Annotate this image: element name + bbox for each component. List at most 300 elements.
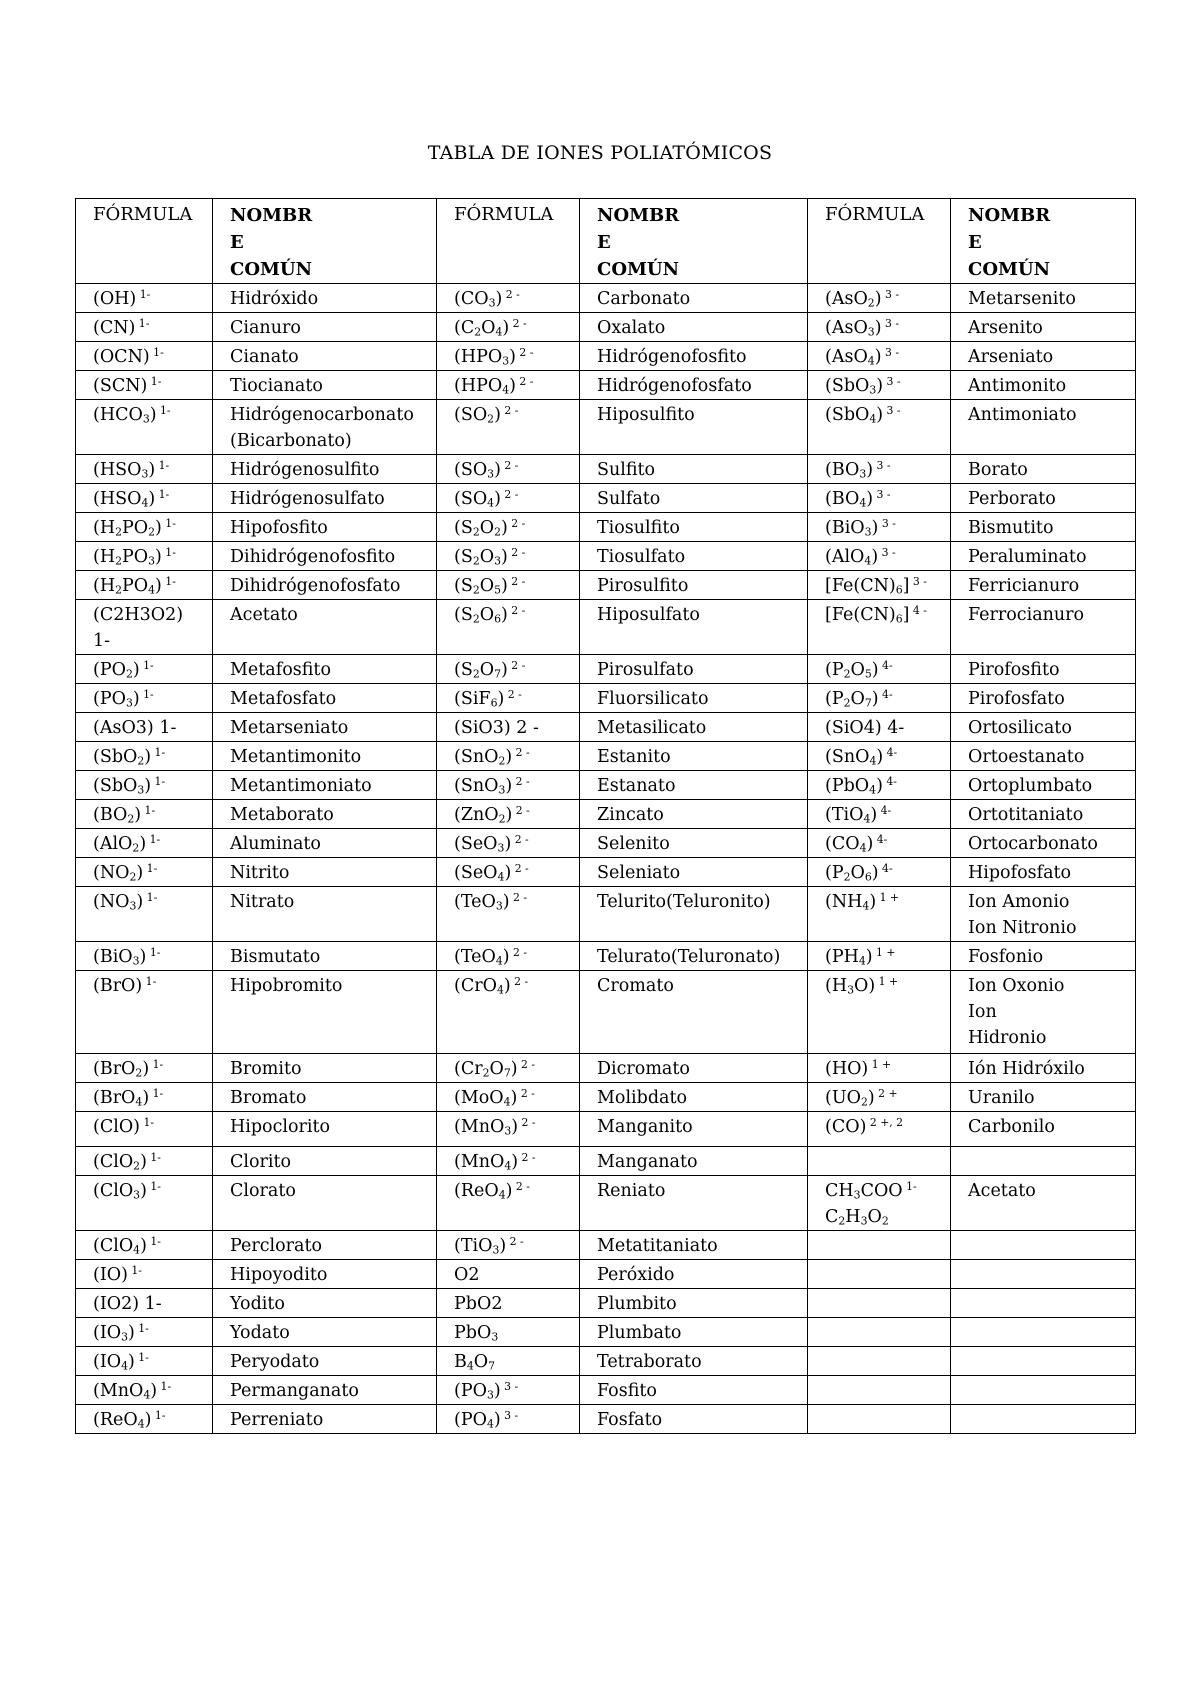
formula-cell: (HO) $^{1 +}$ — [808, 1054, 951, 1083]
table-row — [76, 1054, 1136, 1083]
formula-cell: (BiO$_3$) $^{3 -}$ — [808, 513, 951, 542]
formula-cell — [808, 1260, 951, 1289]
formula-cell: $(P_2O_6)$ $^{4-}$ — [808, 858, 951, 887]
table-row — [76, 513, 1136, 542]
table-header-row — [76, 199, 1136, 284]
formula-cell: (CN) $^{1-}$ — [76, 313, 213, 342]
name-line: Tetraborato — [597, 1352, 702, 1372]
name-cell — [213, 284, 437, 313]
table-row — [76, 484, 1136, 513]
name-line: Molibdato — [597, 1088, 688, 1108]
name-line: Metasilicato — [597, 718, 707, 738]
name-cell — [213, 1318, 437, 1347]
formula-cell: (SbO$_4$) $^{3 -}$ — [808, 400, 951, 455]
name-cell — [580, 887, 808, 942]
name-line: Pirosulfato — [597, 660, 694, 680]
name-cell — [580, 1260, 808, 1289]
name-line: Metafosfito — [230, 660, 331, 680]
name-line: Plumbito — [597, 1294, 677, 1314]
name-cell — [213, 684, 437, 713]
name-line: Hipoclorito — [230, 1117, 331, 1137]
formula-cell: $(BO_3)$ $^{3 -}$ — [808, 455, 951, 484]
table-row — [76, 342, 1136, 371]
formula-cell: (AlO$_4$) $^{3 -}$ — [808, 542, 951, 571]
name-line: Selenito — [597, 834, 670, 854]
formula-cell: (SnO$_4$) $^{4-}$ — [808, 742, 951, 771]
formula-cell — [808, 1289, 951, 1318]
name-line: Hipofosfato — [968, 863, 1072, 883]
formula-cell: (SeO$_3$) $^{2 -}$ — [437, 829, 580, 858]
name-line: Sulfato — [597, 489, 661, 509]
name-line: Hidrógenosulfato — [230, 489, 385, 509]
name-cell — [213, 513, 437, 542]
name-cell — [951, 713, 1136, 742]
name-cell — [951, 742, 1136, 771]
page-title: TABLA DE IONES POLIATÓMICOS — [427, 142, 773, 164]
formula-cell: $(NO_3)$ $^{1-}$ — [76, 887, 213, 942]
formula-cell: (ClO) $^{1-}$ — [76, 1112, 213, 1147]
name-cell — [213, 400, 437, 455]
formula-cell: PbO$_3$ — [437, 1318, 580, 1347]
formula-cell: $(NH_4)$ $^{1 +}$ — [808, 887, 951, 942]
name-line: Hiposulfito — [597, 405, 695, 425]
formula-cell: (SnO$_2$) $^{2 -}$ — [437, 742, 580, 771]
formula-cell: $(H_2PO_4)$ $^{1-}$ — [76, 571, 213, 600]
formula-cell: (TeO$_4$) $^{2 -}$ — [437, 942, 580, 971]
table-row — [76, 971, 1136, 1054]
formula-cell: (C2H3O2) 1- — [76, 600, 213, 655]
name-cell — [951, 1147, 1136, 1176]
table-row — [76, 455, 1136, 484]
name-line: Peróxido — [597, 1265, 675, 1285]
name-line: Bromito — [230, 1059, 302, 1079]
name-cell — [580, 1147, 808, 1176]
formula-cell: $CH_3COO$ $^{1-}$ $C_2H_3O_2$ — [808, 1176, 951, 1231]
name-line: Hidróxido — [230, 289, 319, 309]
formula-cell: (MnO$_4$) $^{1-}$ — [76, 1376, 213, 1405]
formula-cell: (SnO$_3$) $^{2 -}$ — [437, 771, 580, 800]
name-cell — [213, 771, 437, 800]
formula-cell: $(IO_4)$ $^{1-}$ — [76, 1347, 213, 1376]
formula-cell: $(HPO_3)$ $^{2 -}$ — [437, 342, 580, 371]
header-formula-3: FÓRMULA — [808, 199, 951, 284]
name-cell — [213, 371, 437, 400]
name-line: Dihidrógenofosfito — [230, 547, 396, 567]
name-line: Hiposulfato — [597, 605, 700, 625]
table-row — [76, 371, 1136, 400]
formula-cell: (ZnO$_2$) $^{2 -}$ — [437, 800, 580, 829]
table-row — [76, 684, 1136, 713]
header-name-3: NOMBR E COMÚN — [951, 199, 1136, 284]
name-cell — [580, 1376, 808, 1405]
name-line: Perclorato — [230, 1236, 323, 1256]
name-cell — [213, 713, 437, 742]
name-cell — [951, 371, 1136, 400]
table-row — [76, 887, 1136, 942]
name-cell — [213, 1231, 437, 1260]
name-line: Ferricianuro — [968, 576, 1080, 596]
name-line: Peraluminato — [968, 547, 1087, 567]
name-line: Ion Oxonio — [968, 976, 1065, 996]
formula-cell: (OH) $^{1-}$ — [76, 284, 213, 313]
name-cell — [580, 313, 808, 342]
name-cell — [213, 800, 437, 829]
name-line: Ortoestanato — [968, 747, 1085, 767]
formula-cell: (SbO$_2$) $^{1-}$ — [76, 742, 213, 771]
formula-cell: (PbO$_4$) $^{4-}$ — [808, 771, 951, 800]
name-line: Carbonilo — [968, 1117, 1055, 1137]
formula-cell — [808, 1405, 951, 1434]
name-line: Arsenito — [968, 318, 1043, 338]
table-row — [76, 1289, 1136, 1318]
formula-cell: (SiO3) 2 - — [437, 713, 580, 742]
name-cell — [951, 455, 1136, 484]
name-cell — [213, 1176, 437, 1231]
formula-cell: (ClO$_4$) $^{1-}$ — [76, 1231, 213, 1260]
name-line: Metarseniato — [230, 718, 349, 738]
name-line: Fosfato — [597, 1410, 663, 1430]
name-line: Tiocianato — [230, 376, 323, 396]
header-formula-2: FÓRMULA — [437, 199, 580, 284]
ions-table-body — [76, 199, 1136, 1434]
name-cell — [951, 1318, 1136, 1347]
name-line: Pirofosfato — [968, 689, 1065, 709]
name-line: Peryodato — [230, 1352, 320, 1372]
formula-cell: (ClO$_2$) $^{1-}$ — [76, 1147, 213, 1176]
name-line: Seleniato — [597, 863, 681, 883]
table-row — [76, 742, 1136, 771]
formula-cell: (SbO$_3$) $^{3 -}$ — [808, 371, 951, 400]
formula-cell: (CO) $^{2 +, 2}$ — [808, 1112, 951, 1147]
name-cell — [580, 513, 808, 542]
name-line: Estanato — [597, 776, 676, 796]
table-row — [76, 858, 1136, 887]
formula-cell: (ReO$_4$) $^{1-}$ — [76, 1405, 213, 1434]
name-cell — [213, 829, 437, 858]
name-cell — [213, 342, 437, 371]
name-line: Acetato — [968, 1181, 1036, 1201]
formula-cell — [808, 1147, 951, 1176]
name-line: Bromato — [230, 1088, 307, 1108]
table-row — [76, 1405, 1136, 1434]
formula-cell: $(P_2O_5)$ $^{4-}$ — [808, 655, 951, 684]
name-cell — [951, 800, 1136, 829]
formula-cell: $(CO_4)$ $^{4-}$ — [808, 829, 951, 858]
name-cell — [580, 571, 808, 600]
table-row — [76, 400, 1136, 455]
formula-cell: (MoO$_4$) $^{2 -}$ — [437, 1083, 580, 1112]
name-cell — [951, 284, 1136, 313]
name-cell — [951, 971, 1136, 1054]
name-line: Clorito — [230, 1152, 292, 1172]
formula-cell: $(BO_4)$ $^{3 -}$ — [808, 484, 951, 513]
name-line: Dicromato — [597, 1059, 690, 1079]
name-line: Ortocarbonato — [968, 834, 1098, 854]
formula-cell: $(IO_3)$ $^{1-}$ — [76, 1318, 213, 1347]
formula-cell: (MnO$_3$) $^{2 -}$ — [437, 1112, 580, 1147]
formula-cell: (AsO$_4$) $^{3 -}$ — [808, 342, 951, 371]
name-cell — [213, 971, 437, 1054]
name-cell — [951, 1289, 1136, 1318]
name-cell — [213, 484, 437, 513]
name-line: Uranilo — [968, 1088, 1035, 1108]
formula-cell: $(HSO_3)$ $^{1-}$ — [76, 455, 213, 484]
ions-table — [75, 198, 1136, 1434]
name-cell — [951, 342, 1136, 371]
name-line: Acetato — [230, 605, 298, 625]
name-cell — [951, 1260, 1136, 1289]
table-row — [76, 1260, 1136, 1289]
table-row — [76, 284, 1136, 313]
formula-cell: O2 — [437, 1260, 580, 1289]
formula-cell: $[Fe(CN)_6]$ $^{3 -}$ — [808, 571, 951, 600]
name-cell — [580, 455, 808, 484]
name-line: Hipobromito — [230, 976, 343, 996]
name-line: Ortotitaniato — [968, 805, 1084, 825]
formula-cell: $(SO_4)$ $^{2 -}$ — [437, 484, 580, 513]
name-cell — [951, 829, 1136, 858]
name-line: Hidrógenofosfito — [597, 347, 747, 367]
name-line: Metantimonito — [230, 747, 362, 767]
formula-cell: (IO2) 1- — [76, 1289, 213, 1318]
name-cell — [580, 1112, 808, 1147]
name-cell — [213, 1347, 437, 1376]
name-line: Antimonito — [968, 376, 1067, 396]
name-cell — [213, 887, 437, 942]
name-cell — [951, 400, 1136, 455]
formula-cell: (AsO3) 1- — [76, 713, 213, 742]
name-cell — [580, 1289, 808, 1318]
name-cell — [580, 484, 808, 513]
formula-cell: $(PO_2)$ $^{1-}$ — [76, 655, 213, 684]
formula-cell: $(S_2O_7)$ $^{2 -}$ — [437, 655, 580, 684]
formula-cell: $(H_2PO_2)$ $^{1-}$ — [76, 513, 213, 542]
formula-cell — [808, 1318, 951, 1347]
name-line: Fosfito — [597, 1381, 657, 1401]
table-row — [76, 829, 1136, 858]
formula-cell: (SbO$_3$) $^{1-}$ — [76, 771, 213, 800]
formula-cell: $(P_2O_7)$ $^{4-}$ — [808, 684, 951, 713]
name-line: Hipofosfito — [230, 518, 328, 538]
name-cell — [580, 1347, 808, 1376]
name-line: Fosfonio — [968, 947, 1044, 967]
name-line: Hipoyodito — [230, 1265, 328, 1285]
formula-cell: (BrO$_2$) $^{1-}$ — [76, 1054, 213, 1083]
formula-cell: $(HSO_4)$ $^{1-}$ — [76, 484, 213, 513]
formula-cell: (ReO$_4$) $^{2 -}$ — [437, 1176, 580, 1231]
name-line: Antimoniato — [968, 405, 1077, 425]
name-line: Tiosulfito — [597, 518, 680, 538]
formula-cell: (SiO4) 4- — [808, 713, 951, 742]
name-line: Hidrógenocarbonato — [230, 405, 414, 425]
formula-cell: $(BO_2)$ $^{1-}$ — [76, 800, 213, 829]
name-line: Manganito — [597, 1117, 693, 1137]
name-line: Bismutito — [968, 518, 1054, 538]
formula-cell: $(S_2O_3)$ $^{2 -}$ — [437, 542, 580, 571]
name-cell — [580, 771, 808, 800]
name-line: Telurato(Teluronato) — [597, 947, 781, 967]
table-row — [76, 1376, 1136, 1405]
formula-cell: (AlO$_2$) $^{1-}$ — [76, 829, 213, 858]
formula-cell: (SeO$_4$) $^{2 -}$ — [437, 858, 580, 887]
formula-cell: (OCN) $^{1-}$ — [76, 342, 213, 371]
name-cell — [213, 742, 437, 771]
name-line: Ferrocianuro — [968, 605, 1085, 625]
name-line: Bismutato — [230, 947, 321, 967]
header-name-2: NOMBR E COMÚN — [580, 199, 808, 284]
name-cell — [580, 942, 808, 971]
formula-cell: $(SO_2)$ $^{2 -}$ — [437, 400, 580, 455]
name-cell — [580, 1054, 808, 1083]
name-cell — [951, 655, 1136, 684]
formula-cell: (SiF$_6$) $^{2 -}$ — [437, 684, 580, 713]
formula-cell: (MnO$_4$) $^{2 -}$ — [437, 1147, 580, 1176]
name-line: Reniato — [597, 1181, 666, 1201]
name-line: Hidrógenosulfito — [230, 460, 380, 480]
formula-cell — [808, 1231, 951, 1260]
table-row — [76, 655, 1136, 684]
name-line: Borato — [968, 460, 1028, 480]
table-row — [76, 600, 1136, 655]
name-line: Perreniato — [230, 1410, 324, 1430]
name-cell — [951, 771, 1136, 800]
formula-cell: $(PO_3)$ $^{3 -}$ — [437, 1376, 580, 1405]
name-cell — [213, 1054, 437, 1083]
formula-cell: (BrO$_4$) $^{1-}$ — [76, 1083, 213, 1112]
name-cell — [213, 655, 437, 684]
name-cell — [951, 313, 1136, 342]
name-cell — [213, 942, 437, 971]
name-cell — [213, 600, 437, 655]
table-row — [76, 1347, 1136, 1376]
formula-cell: $(S_2O_2)$ $^{2 -}$ — [437, 513, 580, 542]
name-cell — [951, 684, 1136, 713]
name-cell — [580, 1318, 808, 1347]
table-row — [76, 771, 1136, 800]
formula-cell: (CrO$_4$) $^{2 -}$ — [437, 971, 580, 1054]
name-cell — [580, 829, 808, 858]
name-line: Estanito — [597, 747, 671, 767]
name-cell — [213, 1083, 437, 1112]
formula-cell: $(H_2PO_3)$ $^{1-}$ — [76, 542, 213, 571]
name-line: Yodato — [230, 1323, 290, 1343]
name-cell — [951, 942, 1136, 971]
table-row — [76, 571, 1136, 600]
formula-cell: (AsO$_3$) $^{3 -}$ — [808, 313, 951, 342]
name-cell — [213, 1376, 437, 1405]
name-cell — [951, 484, 1136, 513]
table-row — [76, 1112, 1136, 1147]
name-line: Permanganato — [230, 1381, 359, 1401]
name-line: Zincato — [597, 805, 664, 825]
name-line: Metatitaniato — [597, 1236, 718, 1256]
table-row — [76, 800, 1136, 829]
name-line: Nitrito — [230, 863, 290, 883]
table-row — [76, 1318, 1136, 1347]
name-cell — [580, 1231, 808, 1260]
name-cell — [951, 1112, 1136, 1147]
formula-cell: $(C_2O_4)$ $^{2 -}$ — [437, 313, 580, 342]
table-row — [76, 1176, 1136, 1231]
formula-cell: (ClO$_3$) $^{1-}$ — [76, 1176, 213, 1231]
name-cell — [213, 455, 437, 484]
name-cell — [213, 1147, 437, 1176]
name-line: Nitrato — [230, 892, 295, 912]
formula-cell: $(HPO_4)$ $^{2 -}$ — [437, 371, 580, 400]
name-cell — [213, 858, 437, 887]
formula-cell: $(PH_4)$ $^{1 +}$ — [808, 942, 951, 971]
name-cell — [213, 1405, 437, 1434]
name-cell — [951, 1231, 1136, 1260]
name-line: Metantimoniato — [230, 776, 372, 796]
name-cell — [580, 655, 808, 684]
formula-cell: (TiO$_3$) $^{2 -}$ — [437, 1231, 580, 1260]
name-line: Cianato — [230, 347, 299, 367]
name-cell — [951, 542, 1136, 571]
formula-cell: $[Fe(CN)_6]$ $^{4 -}$ — [808, 600, 951, 655]
formula-cell: (BrO) $^{1-}$ — [76, 971, 213, 1054]
table-row — [76, 313, 1136, 342]
name-cell — [580, 713, 808, 742]
name-line: Pirofosfito — [968, 660, 1060, 680]
formula-cell: $(Cr_2O_7)$ $^{2 -}$ — [437, 1054, 580, 1083]
name-cell — [580, 858, 808, 887]
name-cell — [951, 1376, 1136, 1405]
name-cell — [580, 684, 808, 713]
formula-cell: $(PO_3)$ $^{1-}$ — [76, 684, 213, 713]
name-cell — [580, 971, 808, 1054]
name-line: Telurito(Teluronito) — [597, 892, 771, 912]
table-row — [76, 1231, 1136, 1260]
formula-cell: $(CO_3)$ $^{2 -}$ — [437, 284, 580, 313]
name-cell — [580, 284, 808, 313]
formula-cell: $(SO_3)$ $^{2 -}$ — [437, 455, 580, 484]
name-cell — [580, 742, 808, 771]
name-line: Carbonato — [597, 289, 691, 309]
name-line: Oxalato — [597, 318, 666, 338]
table-row — [76, 1083, 1136, 1112]
formula-cell: (BiO$_3$) $^{1-}$ — [76, 942, 213, 971]
table-row — [76, 713, 1136, 742]
name-cell — [951, 1054, 1136, 1083]
formula-cell: (AsO$_2$) $^{3 -}$ — [808, 284, 951, 313]
name-line: Ortosilicato — [968, 718, 1072, 738]
name-cell — [580, 400, 808, 455]
name-cell — [580, 1405, 808, 1434]
name-cell — [580, 1083, 808, 1112]
name-line: Aluminato — [230, 834, 321, 854]
name-cell — [213, 1112, 437, 1147]
name-cell — [951, 1347, 1136, 1376]
name-line: Arseniato — [968, 347, 1054, 367]
name-line: Cromato — [597, 976, 674, 996]
formula-cell — [808, 1347, 951, 1376]
name-cell — [951, 1176, 1136, 1231]
formula-cell: (TeO$_3$) $^{2 -}$ — [437, 887, 580, 942]
name-line: Manganato — [597, 1152, 698, 1172]
name-line: Clorato — [230, 1181, 296, 1201]
name-cell — [213, 313, 437, 342]
name-cell — [580, 342, 808, 371]
name-cell — [213, 1260, 437, 1289]
name-cell — [580, 542, 808, 571]
name-cell — [580, 1176, 808, 1231]
name-line: Pirosulfito — [597, 576, 689, 596]
name-line: Yodito — [230, 1294, 285, 1314]
name-cell — [580, 800, 808, 829]
name-line: Tiosulfato — [597, 547, 686, 567]
name-line: Dihidrógenofosfato — [230, 576, 401, 596]
